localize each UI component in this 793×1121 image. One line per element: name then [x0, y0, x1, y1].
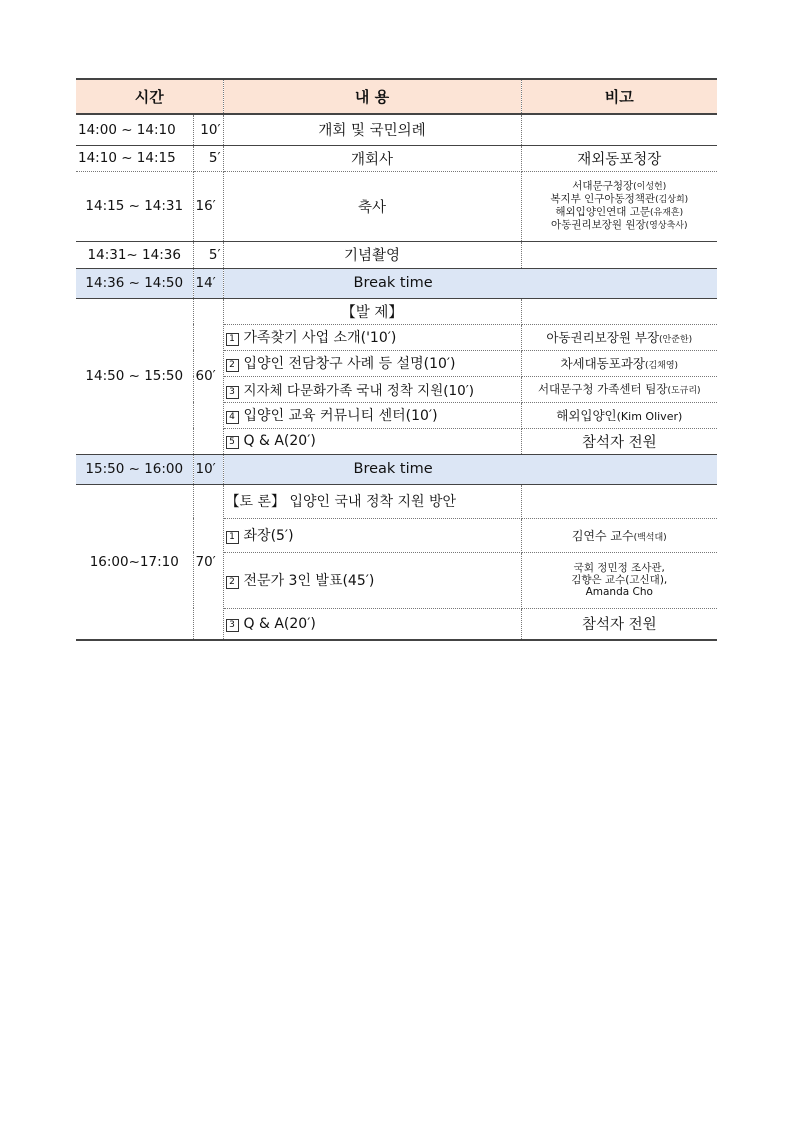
- item-content: 1 좌장(5′): [223, 518, 521, 552]
- row-time: 14:10 ~ 14:15: [76, 145, 193, 171]
- table-row: [76, 241, 717, 268]
- row-time: 14:00 ~ 14:10: [76, 114, 193, 145]
- table-row: [76, 171, 717, 241]
- row-duration: 10′: [193, 114, 223, 145]
- row-duration: 14′: [193, 268, 223, 298]
- note-line: 김향은 교수(고신대),: [571, 574, 668, 586]
- row-note: 김연수 교수(백석대): [521, 518, 717, 552]
- break-label: Break time: [223, 268, 717, 298]
- row-note: 아동권리보장원 부장(안준한): [521, 324, 717, 350]
- item-content: 3 Q & A(20′): [223, 608, 521, 640]
- table-row: [76, 114, 717, 145]
- item-content: 4 입양인 교육 커뮤니티 센터(10′): [223, 402, 521, 428]
- row-note: 재외동포청장: [521, 145, 717, 171]
- row-note: 참석자 전원: [521, 428, 717, 454]
- row-note: [521, 114, 717, 145]
- row-content: 축사: [223, 171, 521, 241]
- item-number: 1: [226, 333, 239, 346]
- row-time: 14:36 ~ 14:50: [76, 268, 193, 298]
- row-note: 참석자 전원: [521, 608, 717, 640]
- row-note: [521, 241, 717, 268]
- section-title: 【토 론】 입양인 국내 정착 지원 방안: [223, 484, 521, 518]
- row-duration: 5′: [193, 241, 223, 268]
- row-duration: 5′: [193, 145, 223, 171]
- schedule-table: [76, 78, 717, 641]
- row-note: 서대문구청 가족센터 팀장(도규리): [521, 376, 717, 402]
- row-duration: 16′: [193, 171, 223, 241]
- row-time: 15:50 ~ 16:00: [76, 454, 193, 484]
- row-note: [521, 484, 717, 518]
- item-number: 1: [226, 531, 239, 544]
- item-number: 4: [226, 411, 239, 424]
- row-content: 개회 및 국민의례: [223, 114, 521, 145]
- row-time: 14:31~ 14:36: [76, 241, 193, 268]
- note-line: 서대문구청장(이성헌): [572, 180, 667, 192]
- table-row: [76, 145, 717, 171]
- item-content: 2 전문가 3인 발표(45′): [223, 552, 521, 608]
- break-label: Break time: [223, 454, 717, 484]
- row-content: 기념촬영: [223, 241, 521, 268]
- note-line: 복지부 인구아동정책관(김상희): [550, 193, 689, 205]
- header-row: [76, 79, 717, 114]
- note-line: 국회 정민정 조사관,: [573, 562, 665, 574]
- row-content: 개회사: [223, 145, 521, 171]
- row-duration: 70′: [193, 484, 223, 640]
- item-number: 2: [226, 359, 239, 372]
- item-content: 3 지자체 다문화가족 국내 정착 지원(10′): [223, 376, 521, 402]
- item-content: 2 입양인 전담창구 사례 등 설명(10′): [223, 350, 521, 376]
- item-number: 3: [226, 386, 239, 399]
- item-number: 2: [226, 576, 239, 589]
- row-duration: 60′: [193, 298, 223, 454]
- row-duration: 10′: [193, 454, 223, 484]
- break-row: [76, 454, 717, 484]
- row-note: [521, 552, 717, 608]
- note-line: Amanda Cho: [585, 586, 653, 598]
- header-note: 비고: [521, 79, 717, 114]
- note-line: 아동권리보장원 원장(영상축사): [551, 219, 688, 231]
- row-time: 14:15 ~ 14:31: [76, 171, 193, 241]
- item-content: 5 Q & A(20′): [223, 428, 521, 454]
- note-line: 해외입양인연대 고문(유재흔): [555, 206, 684, 218]
- section-title-row: [76, 298, 717, 324]
- header-content: 내 용: [223, 79, 521, 114]
- row-note: 해외입양인(Kim Oliver): [521, 402, 717, 428]
- row-note: [521, 298, 717, 324]
- break-row: [76, 268, 717, 298]
- section-title-row: [76, 484, 717, 518]
- item-content: 1 가족찾기 사업 소개('10′): [223, 324, 521, 350]
- header-time: 시간: [76, 79, 223, 114]
- row-note: 차세대동포과장(김채영): [521, 350, 717, 376]
- row-time: 16:00~17:10: [76, 484, 193, 640]
- row-note: [521, 171, 717, 241]
- row-time: 14:50 ~ 15:50: [76, 298, 193, 454]
- item-number: 5: [226, 436, 239, 449]
- item-number: 3: [226, 619, 239, 632]
- section-title: 【발 제】: [223, 298, 521, 324]
